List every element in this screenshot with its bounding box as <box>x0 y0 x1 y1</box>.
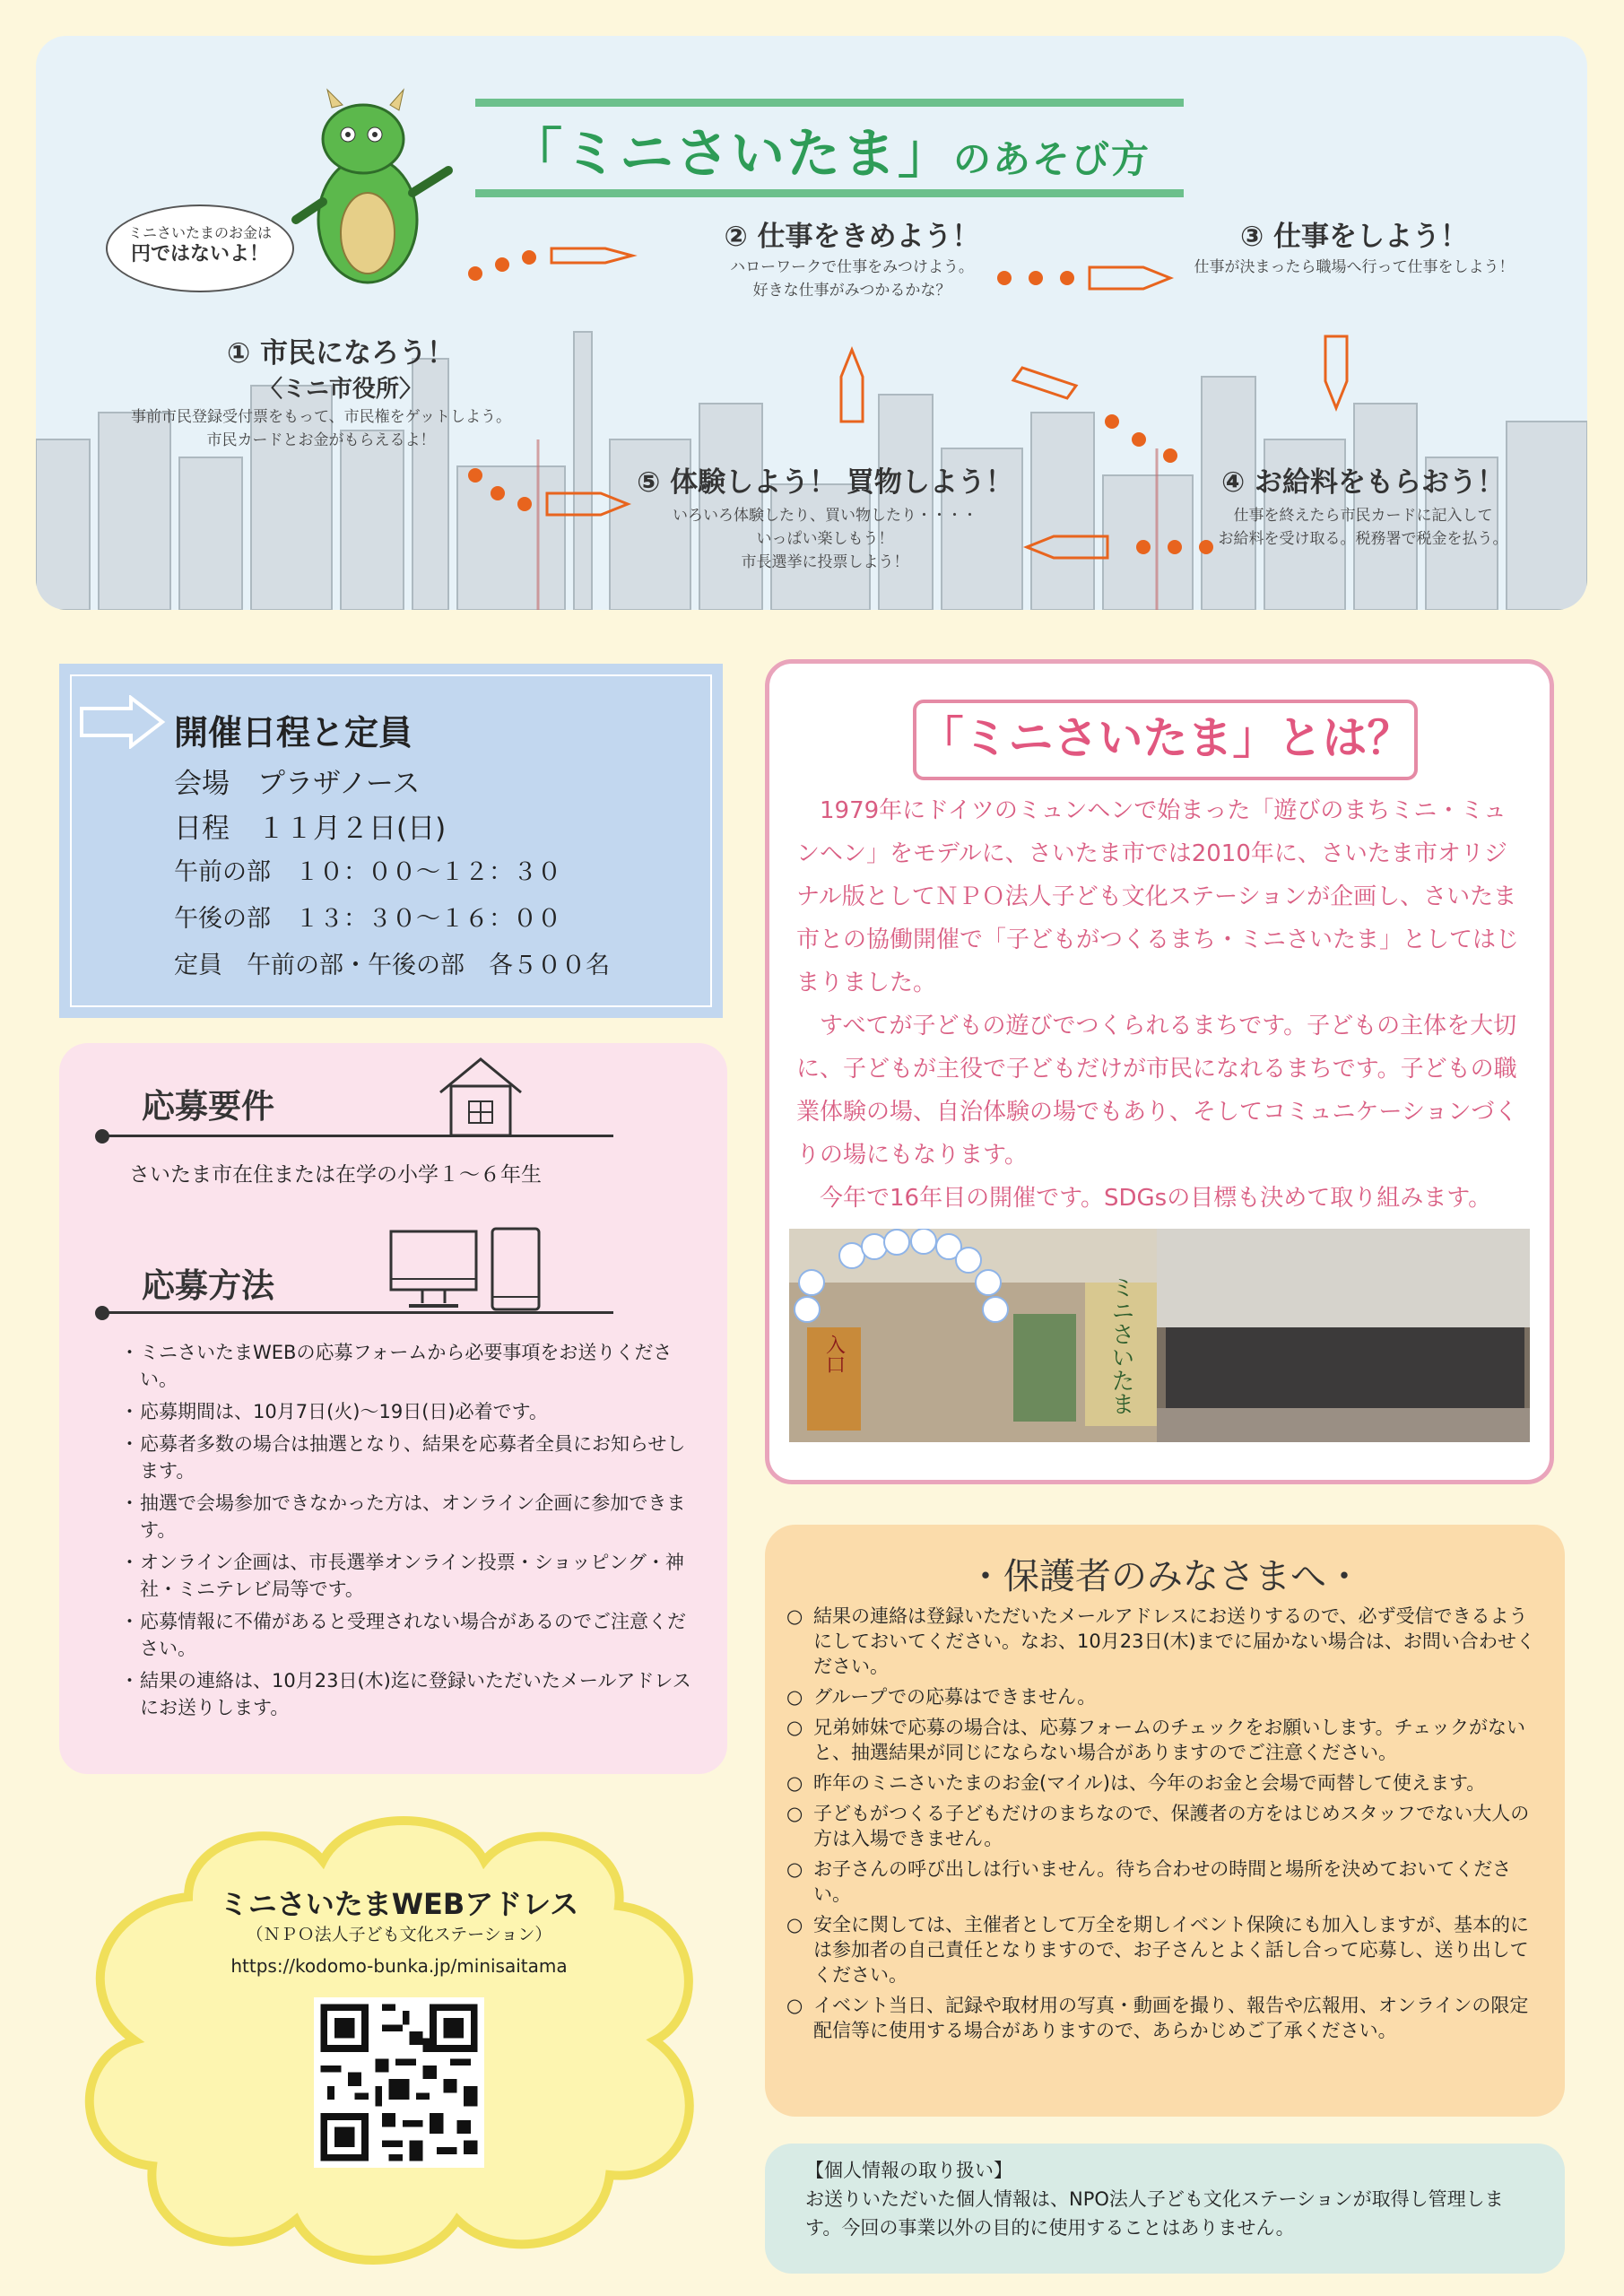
list-item: ・ 応募者多数の場合は抽選となり、結果を応募者全員にお知らせします。 <box>120 1431 694 1484</box>
requirements-text: さいたま市在住または在学の小学１～６年生 <box>129 1163 542 1187</box>
step-1-title: ① 市民になろう！ <box>226 337 456 370</box>
list-item: ○ 兄弟姉妹で応募の場合は、応募フォームのチェックをお願いします。チェックがないと、抽選結果が同じにならない場合がありますのでご注意ください。 <box>786 1715 1541 1765</box>
schedule-venue: 会場 プラザノース <box>174 768 421 800</box>
step-3 <box>1202 213 1507 254</box>
step-3-desc: 仕事が決まったら職場へ行って仕事をしよう！ <box>1194 258 1515 276</box>
arrow-step5-up-icon <box>825 345 879 426</box>
about-paragraph: 1979年にドイツのミュンヘンで始まった「遊びのまちミニ・ミュンヘン」をモデルに、さいたま市では2010年に、さいたま市オリジナル版としてＮＰＯ法人子ども文化ステーションが企画し、さいたま市との協働開催で「子どもがつくるまち・ミニさいたま」としてはじまりました。 <box>796 797 1520 996</box>
list-item: ○ グループでの応募はできません。 <box>786 1684 1541 1709</box>
schedule-afternoon: 午後の部 １３：３０～１６：００ <box>174 905 561 933</box>
web-address-url[interactable]: https://kodomo-bunka.jp/minisaitama <box>230 1955 568 1977</box>
guardians-list <box>786 1604 1541 2048</box>
method-divider <box>102 1311 613 1314</box>
step-2-title: ② 仕事をきめよう！ <box>724 221 980 253</box>
schedule-capacity: 定員 午前の部・午後の部 各５００名 <box>174 952 610 979</box>
about-paragraph: すべてが子どもの遊びでつくられるまちです。子どもの主体を大切に、子どもが主役で子どもだけが市民になれるまちです。子どもの職業体験の場、自治体験の場でもあり、そしてコミュニケーションづくりの場にもなります。 <box>796 1013 1518 1169</box>
requirements-divider <box>102 1135 613 1137</box>
schedule-date: 日程 １１月２日(日) <box>174 813 447 845</box>
arrow-step2-down-icon <box>1004 350 1211 484</box>
guardians-title: ・保護者のみなさまへ・ <box>968 1556 1362 1597</box>
list-item: ○ イベント当日、記録や取材用の写真・動画を撮り、報告や広報用、オンラインの限定配信等に使用する場合がありますので、あらかじめご了承ください。 <box>786 1993 1541 2043</box>
privacy-title: 【個人情報の取り扱い】 <box>805 2160 1012 2181</box>
qr-code-icon[interactable] <box>314 1997 484 2168</box>
title-main: 「ミニさいたま」 <box>508 123 953 186</box>
guardians-box <box>765 1525 1565 2117</box>
step-3-title: ③ 仕事をしよう！ <box>1239 221 1469 253</box>
computer-tablet-icon <box>386 1227 548 1317</box>
arrow-step1-to-2-icon <box>457 229 646 291</box>
list-item: ○ 昨年のミニさいたまのお金(マイル)は、今年のお金と会場で両替して使えます。 <box>786 1770 1541 1796</box>
list-item: ○ 子どもがつくる子どもだけのまちなので、保護者の方をはじめスタッフでない大人の方は入場できません。 <box>786 1801 1541 1851</box>
step-4-desc: 仕事を終えたら市民カードに記入して お給料を受け取る。税務署で税金を払う。 <box>1218 507 1508 548</box>
mascot-speech-bubble <box>106 204 294 292</box>
photo-sign-text: ミニさいたま <box>1107 1275 1134 1415</box>
step-2 <box>682 213 1022 254</box>
photo-sign-text-2: 入口 <box>822 1335 846 1374</box>
list-item: ・ ミニさいたまWEBの応募フォームから必要事項をお送りください。 <box>120 1339 694 1393</box>
house-icon <box>431 1052 530 1142</box>
web-address-subtitle: （ＮＰＯ法人子ども文化ステーション） <box>246 1925 552 1944</box>
speech-line-1: ミニさいたまのお金は <box>127 224 272 241</box>
step-1-desc: 事前市民登録受付票をもって、市民権をゲットしよう。 市民カードとお金がもらえるよ！ <box>131 408 511 449</box>
list-item: ○ 安全に関しては、主催者として万全を期しイベント保険にも加入しますが、基本的には参加者の自己責任となりますので、お子さんとよく話し合って応募し、送り出してください。 <box>786 1912 1541 1987</box>
list-item: ・ オンライン企画は、市長選挙オンライン投票・ショッピング・神社・ミニテレビ局等です。 <box>120 1549 694 1603</box>
step-2-desc: ハローワークで仕事をみつけよう。 好きな仕事がみつかるかな？ <box>730 258 974 300</box>
arrow-step4-to-5-icon <box>1018 520 1224 574</box>
arrow-right-icon <box>77 695 167 749</box>
method-heading: 応募方法 <box>142 1266 274 1305</box>
schedule-box <box>59 664 723 1018</box>
list-item: ・ 結果の連絡は、10月23日(木)迄に登録いただいたメールアドレスにお送りします。 <box>120 1667 694 1721</box>
title-suffix: のあそび方 <box>952 137 1151 181</box>
step-5-desc: いろいろ体験したり、買い物したり・・・・ いっぱい楽しもう！ 市長選挙に投票しよう！ <box>673 507 977 571</box>
how-to-play-banner <box>36 36 1587 610</box>
arrow-step1-to-5-icon <box>457 457 655 529</box>
application-box <box>59 1043 727 1774</box>
list-item: ・ 応募情報に不備があると受理されない場合があるのでご注意ください。 <box>120 1608 694 1662</box>
list-item: ・ 応募期間は、10月7日(火)～19日(日)必着です。 <box>120 1398 694 1425</box>
arrow-step2-to-3-icon <box>977 251 1184 305</box>
banner-title <box>475 99 1184 197</box>
about-paragraph: 今年で16年目の開催です。SDGsの目標も決めて取り組みます。 <box>820 1185 1492 1212</box>
about-box <box>765 659 1554 1484</box>
speech-line-2: 円ではないよ！ <box>130 243 269 265</box>
privacy-box <box>765 2144 1565 2274</box>
about-body <box>796 789 1523 1220</box>
list-item: ・ 抽選で会場参加できなかった方は、オンライン企画に参加できます。 <box>120 1490 694 1544</box>
requirements-heading: 応募要件 <box>142 1087 274 1126</box>
web-address-title: ミニさいたまWEBアドレス <box>219 1887 579 1921</box>
event-photo <box>789 1229 1530 1442</box>
about-title: 「ミニさいたま」とは？ <box>913 700 1418 780</box>
step-4-title: ④ お給料をもらおう！ <box>1220 466 1506 499</box>
list-item: ○ 結果の連絡は登録いただいたメールアドレスにお送りするので、必ず受信できるようにしておいてください。なお、10月23日(木)までに届かない場合は、お問い合わせください。 <box>786 1604 1541 1679</box>
step-5-title: ⑤ 体験しよう！ 買物しよう！ <box>637 466 1013 499</box>
step-1 <box>170 330 511 404</box>
step-1-subtitle: 〈ミニ市役所〉 <box>258 376 422 403</box>
dragon-mascot-icon <box>278 85 457 291</box>
method-list <box>120 1339 694 1726</box>
arrow-step3-to-4-icon <box>1309 332 1363 413</box>
list-item: ○ お子さんの呼び出しは行いません。待ち合わせの時間と場所を決めておいてください。 <box>786 1857 1541 1907</box>
step-4 <box>1184 459 1542 500</box>
step-5 <box>610 459 1040 500</box>
schedule-heading: 開催日程と定員 <box>174 713 413 752</box>
schedule-morning: 午前の部 １０：００～１２：３０ <box>174 858 561 886</box>
privacy-body: お送りいただいた個人情報は、NPO法人子ども文化ステーションが取得し管理します。今回の事業以外の目的に使用することはありません。 <box>805 2188 1504 2239</box>
